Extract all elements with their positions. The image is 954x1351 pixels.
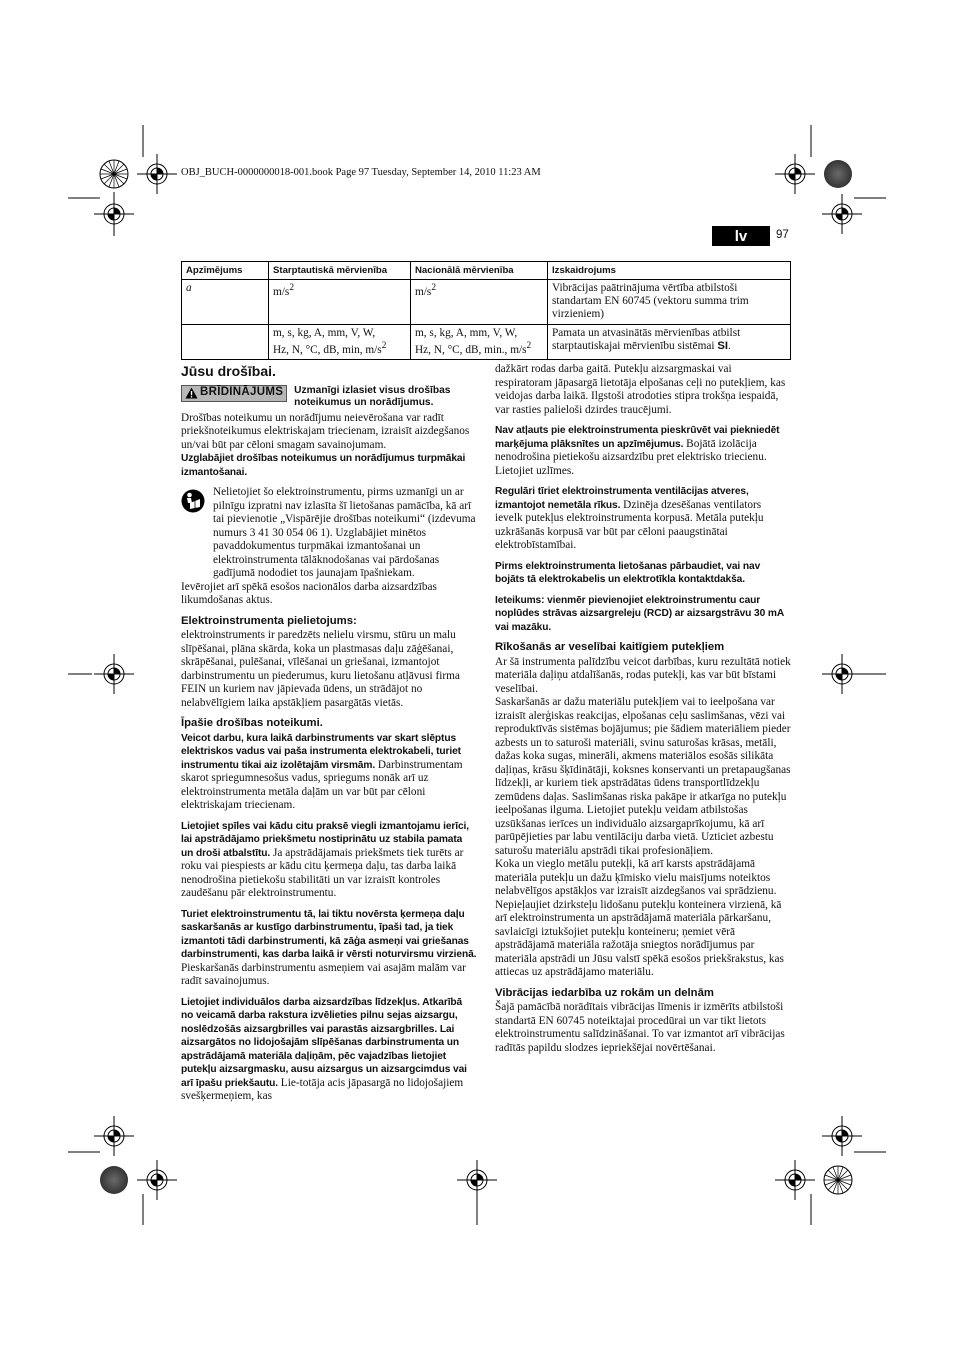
rule-item: Turiet elektroinstrumentu tā, lai tiktu novērsta ķermeņa daļu saskaršanās ar kustīgo darbinstrumentu, īpaši tad, ja tiek izmantoti tādi darbinstrumenti, kā zāģa asmeņi vai griešanas darbinstrumenti, kas darba laikā ir vērsti noturvirsmu virzienā. Pieskaršanās darbinstrumentu asmeņiem vai asajām malām var radīt savainojumus. [181, 908, 477, 987]
paragraph: Saskaršanās ar dažu materiālu putekļiem vai to ieelpošana var izraisīt alerģiskas reakcijas, elpošanas ceļu saslimšanas, vēzi vai reproduktīvās sistēmas bojājumus; pie šādiem materiāliem pieder azbests un to saturoši materiāli, svinu saturošas krāsas, metāli, dažas koka sugas, minerāli, akmens materiālos esošās silikāta daļiņas, krāsu šķīdinātāji, koksnes konservanti un pretapaugšanas līdzekļi, ar kuriem tiek apstrādātas ūdens transportlīdzekļu zemūdens daļas. Saslimšanas riska pakāpe ir atkarīga no putekļu ieelpošanas ilguma. Lietojiet putekļu veidam atbilstošas uzsūkšanas ierīces un individuālo aizsargaprīkojumu, kā arī parūpējieties par labu ventilāciju darba vietā. Uzticiet azbestu saturošu materiālu apstrādi tikai profesionāļiem. [495, 696, 791, 857]
table-cell-expl: Pamata un atvasinātās mērvienības atbilst starptautiskajai mērvienību sistēmai SI. [548, 325, 791, 360]
print-slug: OBJ_BUCH-0000000018-001.book Page 97 Tuesday, September 14, 2010 11:23 AM [181, 167, 541, 178]
subheading-special: Īpašie drošības noteikumi. [181, 717, 323, 729]
rule-item: Veicot darbu, kura laikā darbinstruments var skart slēptus elektriskos vadus vai paša instrumenta elektrokabeli, turiet instrumentu tikai aiz izolētajām virsmām. Darbinstrumentam skarot spriegumnesošus vadus, spriegums nonāk arī uz elektroinstrumenta metāla daļām un var būt par cēloni elektriskajam triecienam. [181, 732, 463, 811]
read-manual-icon [181, 489, 205, 513]
subheading-dust: Rīkošanās ar veselībai kaitīgiem putekļiem [495, 641, 725, 653]
paragraph: Ar šā instrumenta palīdzību veicot darbības, kuru rezultātā notiek materiāla daļiņu atdalīšanās, rodas putekļi, kas var būt bīstami veselībai. [495, 655, 791, 695]
read-manual-block [181, 486, 477, 581]
subheading-use: Elektroinstrumenta pielietojums: [181, 614, 357, 627]
table-header-cell: Izskaidrojums [548, 262, 791, 280]
section-title: Jūsu drošībai. [181, 363, 276, 379]
paragraph: Ievērojiet arī spēkā esošos nacionālos darba aizsardzības likumdošanas aktus. [181, 580, 437, 606]
table-cell-nat: $m/s^2$ [411, 280, 548, 325]
table-header-row [182, 262, 791, 280]
warning-badge [181, 385, 287, 402]
language-tab: lv [712, 226, 770, 246]
table-header-cell: Starptautiskā mērvienība [269, 262, 411, 280]
paragraph: Šajā pamācībā norādītais vibrācijas līmenis ir izmērīts atbilstoši standartā EN 60745 noteiktajai procedūrai un var tikt lietots elektroinstrumentu salīdzināšanai. To var izmantot arī vibrācijas radītās papildu slodzes iepriekšējai novērtēšanai. [495, 1001, 785, 1054]
warning-block [181, 385, 477, 409]
paragraph: Drošības noteikumu un norādījumu neievērošana var radīt priekšnoteikumus elektriskajam triecienam, izraisīt aizdegšanos un/vai būt par cēloni smagam savainojumam. [181, 411, 470, 451]
table-row [182, 280, 791, 325]
table-cell-intl: $m/s^2$ [269, 280, 411, 325]
table-row [182, 325, 791, 360]
rule-item: Regulāri tīriet elektroinstrumenta ventilācijas atveres, izmantojot nemetāla rīkus. Dzinēja dzesēšanas ventilators ievelk putekļus elektroinstrumenta korpusā. Metāla putekļu uzkrāšanās korpusā var būt par cēloni paaugstinātai elektrobīstamībai. [495, 486, 764, 551]
table-cell-symbol [182, 325, 269, 360]
table-cell-nat: m, s, kg, A, mm, V, W, Hz, N, °C, dB, min., $m/s^2$ [411, 325, 548, 360]
rule-item: Lietojiet spīles vai kādu citu praksē viegli izmantojamu ierīci, lai apstrādājamo priekšmetu nostiprinātu uz stabila pamata un droši atbalstītu. Ja apstrādājamais priekšmets tiek turēts ar roku vai piespiests ar kādu citu ķermeņa daļu, tas darba laikā nenodrošina pietiekošu stabilitāti un var izraisīt kontroles zaudēšanu pār elektroinstrumentu. [181, 820, 470, 899]
table-cell-intl: m, s, kg, A, mm, V, W, Hz, N, °C, dB, min, $m/s^2$ [269, 325, 411, 360]
rule-item: Lietojiet individuālos darba aizsardzības līdzekļus. Atkarībā no veicamā darba rakstura izvēlieties pilnu sejas aizsargu, noslēdzošās aizsargbrilles vai parastās aizsargbrilles. Lai aizsargātos no lidojošajām slīpēšanas darbinstrumenta un apstrādājamā materiāla daļiņām, pēc vajadzības lietojiet putekļu aizsargmasku, ausu aizsargus un aizsargcimdus vai arī īpašu priekšautu. Lie-totāja acis jāpasargā no lidojošajiem svešķermeņiem, kas [181, 996, 467, 1102]
table-cell-symbol: a [182, 280, 269, 325]
warning-label: BRĪDINĀJUMS [200, 386, 284, 399]
table-cell-expl: Vibrācijas paātrinājuma vērtība atbilstoši standartam EN 60745 (vektoru summa trim virzieniem) [548, 280, 791, 325]
table-header-cell: Apzīmējums [182, 262, 269, 280]
units-table [181, 261, 791, 360]
paragraph: elektroinstruments ir paredzēts nelielu virsmu, stūru un malu slīpēšanai, plāna skārda, koka un plastmasas daļu zāģēšanai, skrāpēšanai, pulēšanai, vīlēšanai un griešanai, izmantojot darbinstrumentu un piederumus, kuru lietošanu atļāvusi firma FEIN un kuriem nav jāpievada ūdens, un strādājot no nelabvēlīgiem laika apstākļiem pasargātās vietās. [181, 629, 460, 709]
rule-item: Ieteikums: vienmēr pievienojiet elektroinstrumentu caur noplūdes strāvas aizsargreleju (RCD) ar aizsargstrāvu 30 mA vai mazāku. [495, 594, 784, 633]
paragraph: Nelietojiet šo elektroinstrumentu, pirms uzmanīgi un ar pilnīgu izpratni nav izlasīta šī lietošanas pamācība, kā arī tai pievienotie „Vispārējie drošības noteikumi“ (izdevuma numurs 3 41 30 054 06 1). Uzglabājiet minētos pavaddokumentus turpmākai izmantošanai un elektroinstrumenta tālāknodošanas vai pārdošanas gadījumā nododiet tos jaunajam īpašniekam. [213, 486, 476, 579]
paragraph: dažkārt rodas darba gaitā. Putekļu aizsargmaskai vai respiratoram jāpasargā lietotāja elpošanas ceļi no putekļiem, kas veidojas darba laikā. Ilgstoši atrodoties stipra trokšņa iespaidā, var rasties palieloši dzirdes traucējumi. [495, 363, 786, 416]
rule-item: Pirms elektroinstrumenta lietošanas pārbaudiet, vai nav bojāts tā elektrokabelis un elektrotīkla kontaktdakša. [495, 560, 761, 585]
subheading-vibration: Vibrācijas iedarbība uz rokām un delnām [495, 986, 714, 999]
table-header-cell: Nacionālā mērvienība [411, 262, 548, 280]
warning-triangle-icon [185, 387, 198, 399]
page-number: 97 [776, 229, 789, 241]
rule-item: Nav atļauts pie elektroinstrumenta pieskrūvēt vai piekniedēt marķējuma plāksnītes un apzīmējumus. Bojātā izolācija nenodrošina pietiekošu aizsardzību pret elektrisko triecienu. Lietojiet uzlīmes. [495, 425, 780, 477]
right-column [495, 363, 791, 1062]
left-column [181, 363, 477, 1111]
warning-text: Uzmanīgi izlasiet visus drošības noteikumus un norādījumus. [294, 384, 451, 408]
paragraph: Koka un vieglo metālu putekļi, kā arī karsts apstrādājamā materiāla putekļu un dažu ķīmisko vielu maisījums noteiktos nelabvēlīgos apstākļos var izraisīt aizdegšanos vai sprādzienu. Nepieļaujiet dzirksteļu lidošanu putekļu konteinera virzienā, kā arī elektroinstrumenta un apstrādājamā materiāla pārkaršanu, savlaicīgi iztukšojiet putekļu konteineru; ņemiet vērā apstrādājamā materiāla ražotāja sniegtos norādījumus par materiāla apstrādi un Jūsu valstī spēkā esošos priekšrakstus, kas attiecas uz apstrādājamo materiālu. [495, 858, 784, 978]
paragraph-bold: Uzglabājiet drošības noteikumus un norādījumus turpmākai izmantošanai. [181, 453, 466, 478]
